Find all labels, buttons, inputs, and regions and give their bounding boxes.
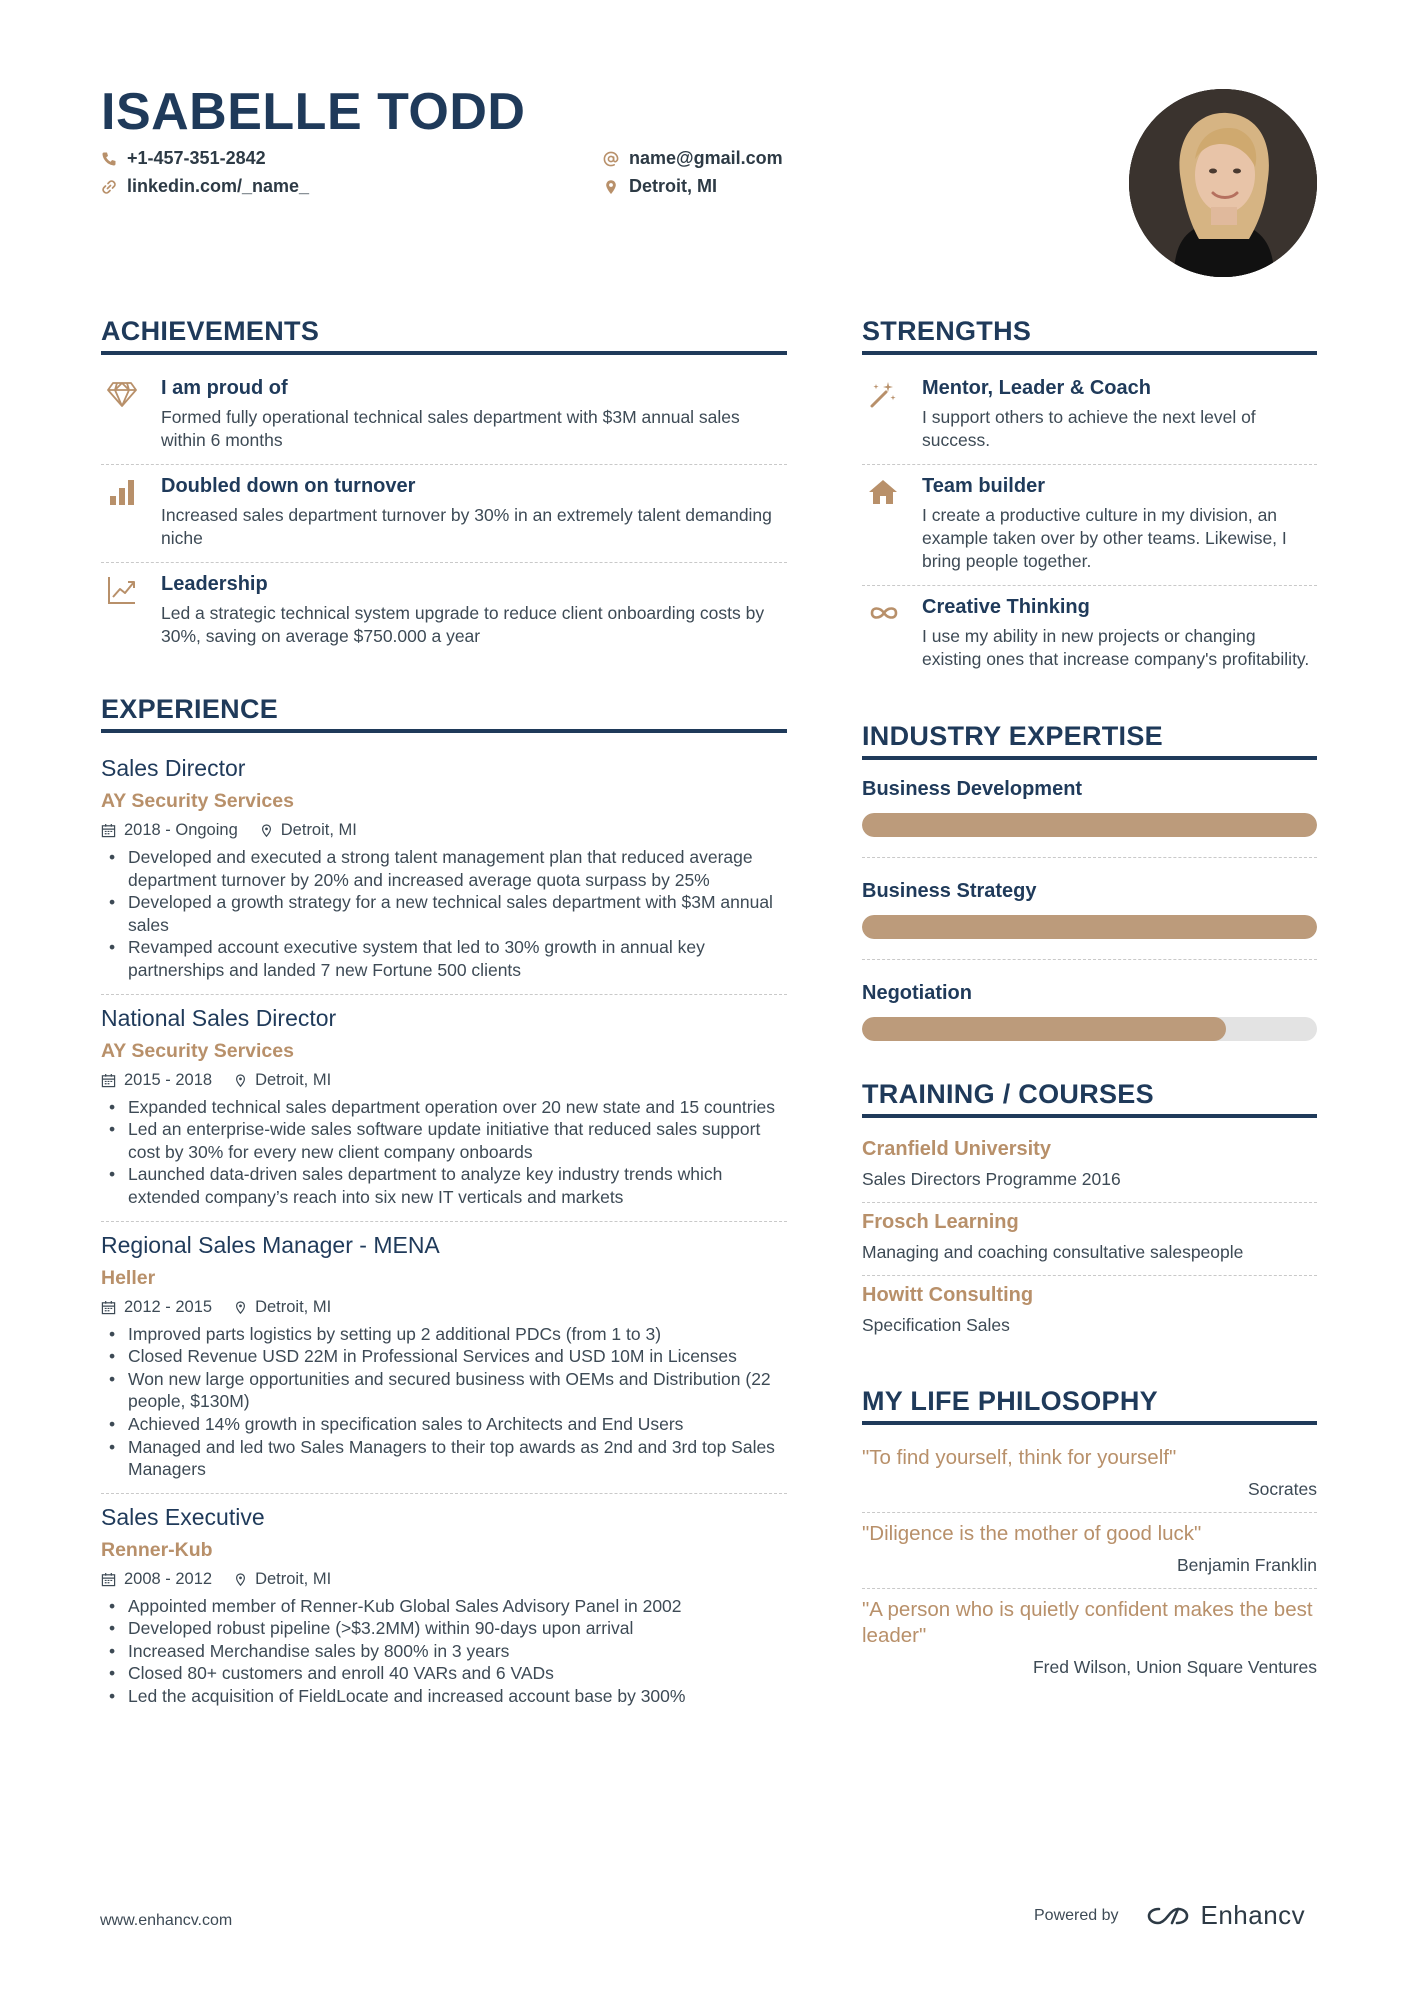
training-section xyxy=(862,1079,1317,1348)
strength-item xyxy=(862,367,1317,465)
course-name: Cranfield University xyxy=(862,1138,1051,1160)
job-title: Sales Director xyxy=(101,755,246,781)
location-pin-icon xyxy=(234,1300,247,1315)
footer-website[interactable]: www.enhancv.com xyxy=(100,1912,233,1929)
right-column xyxy=(862,316,1317,1690)
skill-item xyxy=(862,976,1317,1061)
strengths-heading: STRENGTHS xyxy=(862,316,1317,355)
job-bullet: • Launched data-driven sales department to analyze key industry trends which extended company’s reach into six new IT verticals and markets xyxy=(101,1163,787,1208)
job-bullet: • Expanded technical sales department operation over 20 new state and 15 countries xyxy=(101,1096,787,1119)
job-bullet: • Revamped account executive system that led to 30% growth in annual key partnerships and landed 7 new Fortune 500 clients xyxy=(101,936,787,981)
job-bullet: • Developed and executed a strong talent management plan that reduced average department turnover by 20% and increased average quota surpass by 25% xyxy=(101,846,787,891)
bar-chart-icon xyxy=(107,477,137,507)
strength-title: Creative Thinking xyxy=(922,596,1090,618)
course-desc: Sales Directors Programme 2016 xyxy=(862,1169,1121,1189)
diamond-icon xyxy=(107,379,137,409)
location-text: Detroit, MI xyxy=(629,176,717,196)
location-pin-icon xyxy=(260,823,273,838)
job-bullet: • Won new large opportunities and secured business with OEMs and Distribution (22 people, $130M) xyxy=(101,1368,787,1413)
job-bullet: • Achieved 14% growth in specification sales to Architects and End Users xyxy=(101,1413,787,1436)
experience-section xyxy=(101,694,787,1720)
job-bullet: • Increased Merchandise sales by 800% in 3 years xyxy=(101,1640,787,1663)
course-desc: Managing and coaching consultative salespeople xyxy=(862,1242,1244,1262)
strength-desc: I support others to achieve the next level of success. xyxy=(922,407,1256,450)
job-bullet: • Closed 80+ customers and enroll 40 VARs and 6 VADs xyxy=(101,1662,787,1685)
job-bullet: • Developed robust pipeline (>$3.2MM) within 90-days upon arrival xyxy=(101,1617,787,1640)
job-bullet: • Improved parts logistics by setting up 2 additional PDCs (from 1 to 3) xyxy=(101,1323,787,1346)
course-name: Howitt Consulting xyxy=(862,1284,1034,1306)
course-name: Frosch Learning xyxy=(862,1211,1019,1233)
skill-bar-fill xyxy=(862,915,1317,939)
job-title: National Sales Director xyxy=(101,1004,337,1031)
strength-title: Mentor, Leader & Coach xyxy=(922,377,1151,399)
strength-title: Team builder xyxy=(922,475,1045,497)
powered-by-label: Powered by xyxy=(1034,1906,1119,1924)
brand-name: Enhancv xyxy=(1200,1900,1306,1930)
skill-name: Negotiation xyxy=(862,982,972,1004)
job-bullet: • Developed a growth strategy for a new technical sales department with $3M annual sales xyxy=(101,891,787,936)
philosophy-heading: MY LIFE PHILOSOPHY xyxy=(862,1386,1317,1425)
contact-email[interactable] xyxy=(603,148,783,169)
quote-item xyxy=(862,1437,1317,1513)
job-entry xyxy=(101,995,787,1222)
skill-name: Business Development xyxy=(862,778,1083,800)
skill-bar xyxy=(862,813,1317,837)
quote-author: Benjamin Franklin xyxy=(1176,1555,1317,1575)
calendar-icon xyxy=(101,1073,116,1088)
job-dates: 2008 - 2012 xyxy=(124,1569,213,1588)
achievement-item xyxy=(101,465,787,563)
quote-item xyxy=(862,1589,1317,1690)
strength-item xyxy=(862,465,1317,586)
course-item xyxy=(862,1130,1317,1203)
skill-item xyxy=(862,772,1317,858)
achievement-title: Doubled down on turnover xyxy=(161,475,416,497)
job-dates: 2012 - 2015 xyxy=(124,1297,213,1316)
trend-up-icon xyxy=(107,575,137,605)
phone-icon xyxy=(101,151,117,167)
achievement-item xyxy=(101,563,787,660)
strengths-section xyxy=(862,316,1317,683)
contact-phone xyxy=(101,148,266,169)
achievements-heading: ACHIEVEMENTS xyxy=(101,316,787,355)
strength-desc: I create a productive culture in my division, an example taken over by other teams. Likewise, I bring people together. xyxy=(922,505,1287,571)
link-icon xyxy=(101,179,117,195)
expertise-section xyxy=(862,721,1317,1061)
linkedin-link[interactable]: linkedin.com/_name_ xyxy=(127,176,310,196)
achievement-item xyxy=(101,367,787,465)
avatar-portrait xyxy=(1129,89,1317,277)
enhancv-logo-icon xyxy=(1145,1904,1191,1928)
job-dates: 2018 - Ongoing xyxy=(124,821,238,839)
location-pin-icon xyxy=(234,1572,247,1587)
job-bullet: • Managed and led two Sales Managers to their top awards as 2nd and 3rd top Sales Managers xyxy=(101,1436,787,1481)
phone-number: +1-457-351-2842 xyxy=(127,148,266,168)
job-bullet: • Led an enterprise-wide sales software update initiative that reduced sales support cost by 30% for every new client company onboards xyxy=(101,1118,787,1163)
calendar-icon xyxy=(101,1300,116,1315)
quote-author: Fred Wilson, Union Square Ventures xyxy=(1032,1657,1317,1677)
achievement-desc: Increased sales department turnover by 30% in an extremely talent demanding niche xyxy=(161,505,772,548)
course-desc: Specification Sales xyxy=(862,1315,1010,1335)
job-company: AY Security Services xyxy=(101,790,294,812)
contact-linkedin[interactable] xyxy=(101,176,309,197)
achievement-desc: Formed fully operational technical sales department with $3M annual sales within 6 months xyxy=(161,407,740,450)
course-item xyxy=(862,1276,1317,1348)
achievements-section xyxy=(101,316,787,660)
job-location: Detroit, MI xyxy=(255,1569,332,1588)
achievement-title: Leadership xyxy=(161,573,268,595)
training-heading: TRAINING / COURSES xyxy=(862,1079,1317,1118)
infinity-icon xyxy=(868,598,900,628)
job-entry xyxy=(101,745,787,995)
job-title: Regional Sales Manager - MENA xyxy=(101,1231,440,1258)
job-dates: 2015 - 2018 xyxy=(124,1070,213,1089)
calendar-icon xyxy=(101,823,116,838)
calendar-icon xyxy=(101,1572,116,1587)
skill-bar-fill xyxy=(862,813,1317,837)
experience-heading: EXPERIENCE xyxy=(101,694,787,733)
skill-bar xyxy=(862,915,1317,939)
skill-bar-fill xyxy=(862,1017,1226,1041)
achievement-title: I am proud of xyxy=(161,377,288,399)
quote-author: Socrates xyxy=(1247,1479,1317,1499)
job-bullet: • Closed Revenue USD 22M in Professional Services and USD 10M in Licenses xyxy=(101,1345,787,1368)
skill-name: Business Strategy xyxy=(862,880,1037,902)
home-icon xyxy=(868,477,898,507)
job-company: Renner-Kub xyxy=(101,1538,213,1561)
job-company: AY Security Services xyxy=(101,1039,294,1062)
location-pin-icon xyxy=(603,179,619,195)
job-bullet: • Appointed member of Renner-Kub Global Sales Advisory Panel in 2002 xyxy=(101,1595,787,1618)
candidate-name: ISABELLE TODD xyxy=(101,83,526,141)
philosophy-section xyxy=(862,1386,1317,1690)
magic-wand-icon xyxy=(868,379,898,409)
quote-item xyxy=(862,1513,1317,1589)
job-entry xyxy=(101,1494,787,1720)
quote-text: "A person who is quietly confident makes the best leader" xyxy=(862,1598,1313,1647)
job-entry xyxy=(101,1222,787,1494)
skill-bar xyxy=(862,1017,1317,1041)
job-location: Detroit, MI xyxy=(255,1297,332,1316)
quote-text: "Diligence is the mother of good luck" xyxy=(862,1522,1202,1545)
quote-text: "To find yourself, think for yourself" xyxy=(862,1446,1177,1469)
job-company: Heller xyxy=(101,1266,156,1289)
contact-location xyxy=(603,176,717,197)
achievement-desc: Led a strategic technical system upgrade to reduce client onboarding costs by 30%, saving on average $750.000 a year xyxy=(161,603,765,646)
left-column xyxy=(101,316,787,1720)
footer-branding[interactable] xyxy=(1034,1900,1305,1931)
job-location: Detroit, MI xyxy=(280,821,357,839)
job-bullet: • Led the acquisition of FieldLocate and increased account base by 300% xyxy=(101,1685,787,1708)
job-title: Sales Executive xyxy=(101,1503,265,1530)
skill-item xyxy=(862,874,1317,960)
expertise-heading: INDUSTRY EXPERTISE xyxy=(862,721,1317,760)
at-icon xyxy=(603,151,619,167)
strength-item xyxy=(862,586,1317,683)
strength-desc: I use my ability in new projects or changing existing ones that increase company's profitability. xyxy=(922,626,1310,669)
avatar xyxy=(1129,89,1317,277)
course-item xyxy=(862,1203,1317,1276)
job-location: Detroit, MI xyxy=(255,1070,332,1089)
location-pin-icon xyxy=(234,1073,247,1088)
email-address[interactable]: name@gmail.com xyxy=(629,148,783,168)
